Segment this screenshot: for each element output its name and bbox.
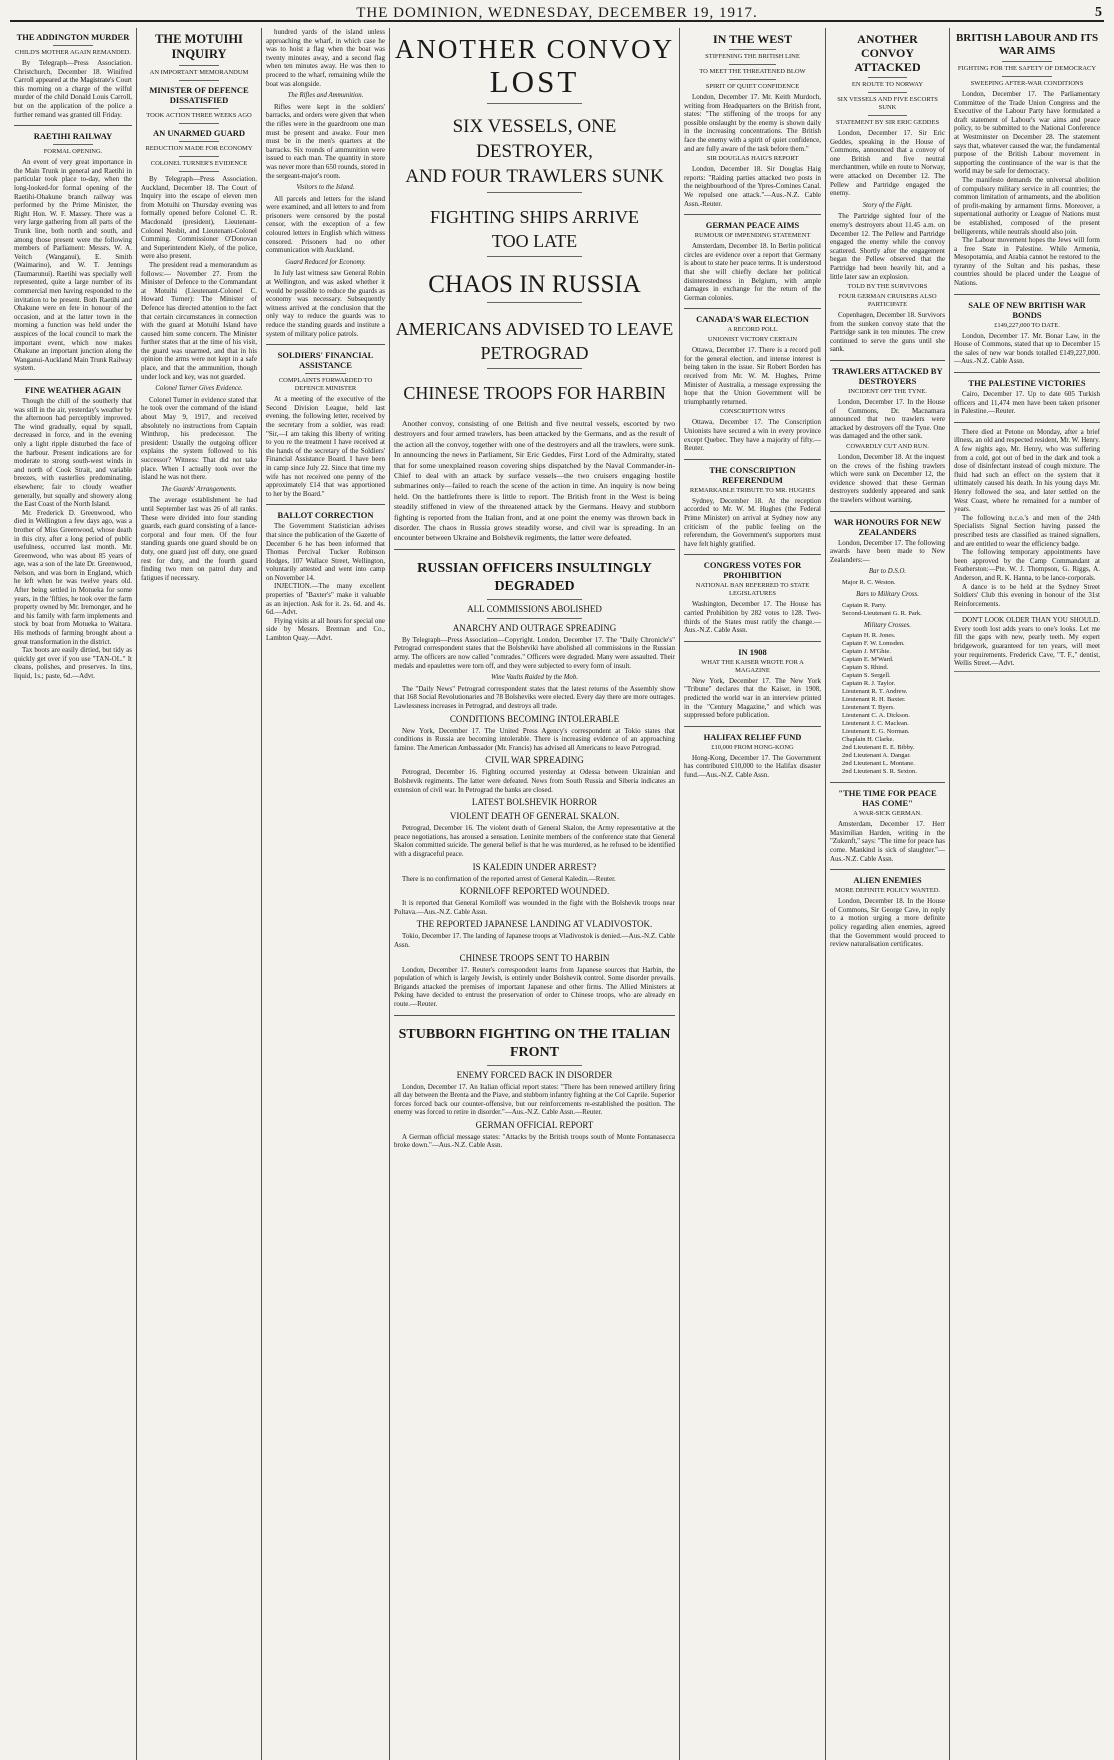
article-palestine [954, 378, 1100, 416]
lead-banner [394, 34, 675, 405]
honour-entry: Captain F. W. Lomsden. [842, 640, 905, 648]
subheadline: RUMOUR OF IMPENDING STATEMENT [694, 232, 811, 240]
article-text: In July last witness saw General Robin at Wellington, and was asked whether it would be possible to reduce the guards as economy was necessary. Subsequently witness arrived at the conclusion that the only way to reduce the guards was to reduce the standing guards and institute a system of military police patrols. [266, 269, 385, 338]
article-text: Tokio, December 17. The landing of Japanese troops at Vladivostok is denied.—Aus.-N.Z. Cable Assn. [394, 932, 675, 949]
article-text: By Telegraph—Press Association. Christchurch, December 18. Winifred Carroll appeared at the Magistrate's Court this morning on a charge of the wilful murder of the child Donald Louis Carroll, but on the application of the police a further remand was granted till Friday. [14, 59, 132, 119]
subheadline: STIFFENING THE BRITISH LINE [705, 53, 800, 60]
article-text: The "Daily News" Petrograd correspondent states that the latest returns of the Assembly show that 168 Social Revolutionaries and 78 Bolsheviks were elected. Every day there are more outrages. Lawlessness increases in Petrograd, and destroys all trade. [394, 684, 675, 711]
article-motuihi-continued [266, 28, 385, 338]
honour-entry: 2nd Lieutenant S. R. Sexton. [842, 768, 917, 776]
article-text: Hong-Kong, December 17. The Government has contributed £10,000 to the Halifax disaster fund.—Aus.-N.Z. Cable Assn. [684, 753, 821, 779]
column-6 [826, 28, 950, 1760]
subheadline: MORE DEFINITE POLICY WANTED. [834, 887, 941, 895]
article-text: New York, December 17. The United Press Agency's correspondent at Tokio states that conditions in Russia are becoming intolerable. There is increasing evidence of an approaching famine. The American Ambassador (Mr. Francis) has advised all Americans to leave Petrograd. [394, 726, 675, 752]
article-text: London, December 17. The Parliamentary Committee of the Trade Union Congress and the Executive of the Labour Party have formulated a draft statement of Labour's war aims and peace policy, to be submitted to the National Conference at Westminster on December 28. The statement says that, whatever caused the war, the fundamental purpose of the British Labour movement in supporting the continuance of the war is that the world may be safe for democracy. [954, 90, 1100, 176]
column-3 [262, 28, 390, 1760]
article-text: London, December 18. In the House of Commons, Sir George Cave, in reply to a motion urging a more definite policy regarding alien enemies, agreed that the Government would proceed to review naturalisation certificates. [830, 897, 945, 949]
subheadline: COLONEL TURNER'S EVIDENCE [150, 160, 248, 167]
headline: SOLDIERS' FINANCIAL ASSISTANCE [277, 350, 374, 371]
honour-entry: Lieutenant T. Byers. [842, 704, 895, 712]
article-text: Mr. Frederick D. Greenwood, who died in Wellington a few days ago, was a brother of Miss Greenwood, whose death in this city, after a long period of public usefulness, occurred last month. Mr. Greenwood, who was about 85 years of age, was a son of the late Dr. Greenwood, Nelson, and was born in England, which he left when he was twelve years old. After being settled in Motueka for some years, in the 'fifties, he took over the farm property owned by Mr. Iremonger, and he and his family with farm implements and stock by boat from Motueka to Waitara. His methods of farming brought about a great transformation in the district. [14, 508, 132, 646]
subheadline: LATEST BOLSHEVIK HORROR [471, 797, 598, 808]
subheadline: COMPLAINTS FORWARDED TO DEFENCE MINISTER [278, 377, 373, 393]
subheadline: TOLD BY THE SURVIVORS [847, 283, 928, 291]
article-text: An event of very great importance in the Main Trunk in general and Raetihi in particular took place to-day, when the long-looked-for formal opening of the Raetihi-Ohakune branch railway was performed by the Prime Minister, the Right Hon. W. F. Massey. There was a very large gathering from all parts of the Trunk line, both north and south, and among those present were the following members of Parliament: Messrs. W. A. Veitch (Wanganui), E. Smith (Waimarino), and W. T. Jennings (Taumarunui). Raetihi was specially well represented, quite a large number of its commercial men having responded to the invitation to be present. Both Raetihi and Ohakune were en fete in honour of the occasion, and at the latter town in the morning a function was held under the auspices of the local council to mark the important event, which now makes Ohakune an important junction along the Wanganui-Auckland Main Trunk Railway system. [14, 158, 132, 373]
article-canada-election [684, 314, 821, 453]
subheadline: COWARDLY CUT AND RUN. [846, 443, 929, 451]
local-news [954, 428, 1100, 672]
article-text: London, December 17. Sir Eric Geddes, speaking in the House of Commons, announced that a convoy of one British and five neutral merchantmen, while en route to Norway, were attacked on December 12. The Pellew and Partridge engaged the enemy. [830, 129, 945, 198]
honour-entry: 2nd Lieutenant E. E. Bibby. [842, 744, 915, 752]
subheadline: FIGHTING FOR THE SAFETY OF DEMOCRACY [957, 65, 1097, 72]
headline: ANOTHER CONVOY ATTACKED [854, 32, 921, 74]
article-text: hundred yards of the island unless approaching the wharf, in which case he was to hoist a flag when the boat was twenty minutes away, and a second flag when ten minutes away. He was then to proceed to the wharf, remaining while the boat was alongside. [266, 28, 385, 88]
subheadline: FOUR GERMAN CRUISERS ALSO PARTICIPATE [838, 293, 937, 309]
subheadline: REMARKABLE TRIBUTE TO MR. HUGHES [689, 486, 816, 494]
banner-deck: PETROGRAD [480, 343, 589, 363]
article-text: Sydney, December 18. At the reception accorded to Mr. W. M. Hughes (the Federal Prime Minister) on arrival at Sydney now any criticism of the public feeling on the referendum, the Government's supporters must have felt highly gratified. [684, 496, 821, 548]
article-text: At a meeting of the executive of the Second Division League, held last evening, the following letter, received by the secretary from a soldier, was read: "Sir,—I am taking this liberty of writing to you re the treatment I have received at the hands of the secretary of the Soldiers' Financial Assistance Board. I have been in camp since July 22. Since that time my wife has not received one penny of the approximately £14 that was apportioned to her by the Board." [266, 395, 385, 498]
section-subhead: Guard Reduced for Economy. [285, 258, 366, 266]
article-british-labour [954, 32, 1100, 288]
banner-deck: AMERICANS ADVISED TO LEAVE [395, 319, 674, 339]
article-text: The Partridge sighted four of the enemy's destroyers about 11.45 a.m. on December 12. The Pellew and Partridge engaged the enemy while the convoy scattered. Shortly after the engagement began the Pellew observed that the Partridge had been heavily hit, and a little later saw an explosion. [830, 212, 945, 281]
lead-summary: Another convoy, consisting of one British and five neutral vessels, escorted by two destroyers and four armed trawlers, has been attacked by the Germans, and as the result of the action all the convoy, together with one of the destroyers and all the trawlers, were sunk. In announcing the news in Parliament, Sir Eric Geddes, First Lord of the Admiralty, stated that for some unexplained reason covering ships dispatched by the Naval Commander-in-Chief to deal with an attack by surface vessels—the two cruisers engaging hostile submarines only—failed to reach the scene of the action in time. An inquiry is now being held. On the battlefronts there is little to report. The British front in the West is being steadily stiffened in view of the threatened attack by the Germans. Heavy and stubborn fighting is reported from the Italian front, and at one point the enemy was thrown back in disorder. The chaos in Russia grows steadily worse, and civil war is spreading. In an encounter between Ukraine and Bolshevik regiments, the latter were defeated. [394, 419, 675, 543]
subheadline: FORMAL OPENING. [43, 148, 103, 156]
article-addington-murder [14, 32, 132, 119]
subheadline: MINISTER OF DEFENCE DISSATISFIED [149, 85, 249, 105]
article-italian-front [394, 1026, 675, 1151]
subheadline: £10,000 FROM HONG-KONG [711, 743, 794, 751]
section-subhead: Bars to Military Cross. [856, 590, 919, 598]
column-1 [10, 28, 137, 1760]
article-text: Petrograd, December 16. The violent death of General Skalon, the Army representative at the peace negotiations, has aroused a sensation. Leninite members of the conference state that General Skalon committed suicide. The general belief is that he was murdered, as he refused to be identified with a disgraceful peace. [394, 824, 675, 858]
article-war-bonds [954, 300, 1100, 366]
subheadline: WHAT THE KAISER WROTE FOR A MAGAZINE [701, 658, 804, 674]
article-text: The following n.c.o.'s and men of the 24th Specialists Signal Section having passed the prescribed tests are classified as trained signallers, and are entitled to wear the efficiency badge. [954, 513, 1100, 548]
banner-deck: CHINESE TROOPS FOR HARBIN [403, 383, 666, 403]
article-war-honours [830, 517, 945, 777]
article-text: Amsterdam, December 18. In Berlin political circles are evidence over a report that Germany is about to state her peace terms. It is understood that she will chiefly declare her political disinterestedness in Belgium, with ample damages in exchange for the return of the German colonies. [684, 242, 821, 302]
article-text: By Telegraph—Press Association. Auckland, December 18. The Court of Inquiry into the escape of eleven men from Motuihi on Thursday evening was formally opened before Colonel C. R. Macdonald (president), Lieutenant-Colonel Nesbit, and Lieutenant-Colonel Cumming. Commissioner O'Donovan and Superintendent Kiely, of the police, were also present. [141, 175, 257, 261]
article-halifax-relief [684, 732, 821, 780]
article-text: Petrograd, December 16. Fighting occurred yesterday at Odessa between Ukrainian and Bolshevik regiments. The latter were defeated. News from South Russia and Siberia indicates an extension of civil war. In Petrograd the banks are closed. [394, 768, 675, 794]
headline: THE ADDINGTON MURDER [16, 32, 130, 42]
honour-entry: Lieutenant C. A. Dickson. [842, 712, 910, 720]
article-text: London, December 17. In the House of Commons, Dr. Macnamara announced that two trawlers were attacked by destroyers off the Tyne. One was damaged and the other sank. [830, 398, 945, 441]
headline: RUSSIAN OFFICERS INSULTINGLY DEGRADED [417, 560, 652, 594]
article-text: Ottawa, December 17. There is a record poll for the general election, and intense interest is being taken in the issue. Sir Robert Borden has received from Mr. W. M. Hughes, Prime Minister of Australia, a message expressing the hope that the Union Government will be triumphantly returned. [684, 346, 821, 406]
subheadline: AN UNARMED GUARD [152, 128, 246, 138]
headline: IN 1908 [738, 646, 767, 657]
column-7 [950, 28, 1104, 1760]
article-text: It is reported that General Korniloff was wounded in the fight with the Bolshevik troops near Poltava.—Aus.-N.Z. Cable Assn. [394, 899, 675, 916]
article-soldiers-financial [266, 350, 385, 498]
banner-deck: TOO LATE [491, 231, 578, 251]
headline: "THE TIME FOR PEACE HAS COME" [838, 788, 937, 809]
article-text: The average establishment he had until September last was 26 of all ranks. These were divided into four standing guards, each guard consisting of a lance-corporal and four men. Of the four standing guards one guard should be on duty, one guard just off duty, one guard rest for duty, and the fourth guard finding two men on patrol duty and fatigues if necessary. [141, 496, 257, 582]
article-text: London, December 17. The following awards have been made to New Zealanders:— [830, 538, 945, 564]
honour-entry: 2nd Lieutenant L. Montane. [842, 760, 915, 768]
article-text: A German official message states: "Attacks by the British troops south of Monte Fontanasecca broke down."—Aus.-N.Z. Cable Assn. [394, 1132, 675, 1150]
advertisement: INJECTION.—The many excellent properties of "Baxter's" make it valuable as an injection. Ask for it. 2s. 6d. and 4s. 6d.—Advt. [266, 582, 385, 617]
headline: STUBBORN FIGHTING ON THE ITALIAN FRONT [398, 1026, 671, 1060]
subheadline: ALL COMMISSIONS ABOLISHED [467, 603, 602, 614]
subheadline: THE REPORTED JAPANESE LANDING AT VLADIVOSTOK. [416, 919, 653, 930]
advertisement: Flying visits at all hours for special one side by Messrs. Brennan and Co., Lambton Quay.—Advt. [266, 616, 385, 643]
honour-entry: Captain S. Rhind. [842, 664, 889, 672]
honour-entry: Chaplain H. Clarke. [842, 736, 894, 744]
honour-entry: Captain J. M'Ghie. [842, 648, 891, 656]
subheadline: AN IMPORTANT MEMORANDUM [149, 69, 249, 76]
subheadline: SIX VESSELS AND FIVE ESCORTS SUNK [837, 96, 938, 111]
honour-entry: Lieutenant R. T. Andrew. [842, 688, 908, 696]
article-text: The president read a memorandum as follows:— November 27. From the Minister of Defence to the Commandant at Motuihi (Lieutenant-Colonel C. Howard Turner): The Minister of Defence has directed attention to the fact that certain circumstances in connection with the guard at Motuihi Island have caused him some concern. The Minister further states that at the time of his visit, the guard was unarmed, and that in his opinion the arms were not kept in a safe place, and that the ammunition, though under lock and key, was not guarded. [141, 260, 257, 381]
article-text: The manifesto demands the universal abolition of compulsory military service in all countries; the common limitation of armaments, and the abolition of profit-making by armament firms. Moreover, a supernational authority or League of Nations must be established, composed of the present belligerents, while neutrals should also join. [954, 175, 1100, 236]
article-text: The Labour movement hopes the Jews will form a free State in Palestine. While Armenia, Mesopotamia, and Arabia cannot be restored to the tyranny of the Sultan and his pashas, these countries should be placed under the League of Nations. [954, 236, 1100, 288]
section-subhead: The Rifles and Ammunition. [287, 92, 364, 100]
subheadline: IS KALEDIN UNDER ARREST? [472, 861, 597, 872]
headline: WAR HONOURS FOR NEW ZEALANDERS [833, 516, 942, 537]
section-subhead: Wine Vaults Raided by the Mob. [491, 674, 578, 682]
advertisement-text: DON'T LOOK OLDER THAN YOU SHOULD. Every tooth lost adds years to one's looks. Let me fill the gaps with new, pearly teeth. My expert bridgework, guaranteed for ten years, will meet your requirements. Frederick Cave, "T. F.," dentist, Wellis Street.—Advt. [954, 616, 1100, 668]
subheadline: EN ROUTE TO NORWAY [851, 81, 924, 88]
article-text: Ottawa, December 17. The Conscription Unionists have secured a win in every province except Quebec. They have a majority of fifty.—Reuter. [684, 418, 821, 453]
article-text: Rifles were kept in the soldiers' barracks, and orders were given that when the rifles were in the guardroom one man must be present and awake. Four men must be in the men's quarters at the barracks. Six rounds of ammunition were issued to each man. The quantity in store was never more than 650 rounds, stored in the sergeant-major's room. [266, 102, 385, 180]
subheadline: TOOK ACTION THREE WEEKS AGO [146, 112, 252, 119]
honour-entry: Lieutenant E. G. Norman. [842, 728, 910, 736]
subheadline: ANARCHY AND OUTRAGE SPREADING [452, 622, 617, 633]
article-text: London, December 17. An Italian official report states: "There has been renewed artillery firing all day between the Brenta and the Piave, and stubborn infantry fighting at the Col Caprile. Superior forces forced back our counter-offensive, but our reinforcements re-established the position. The enemy was forced to retire in disorder."—Aus.-N.Z. Cable Assn.—Reuter. [394, 1082, 675, 1117]
subheadline: A RECORD POLL [727, 326, 778, 334]
article-text: The following temporary appointments have been approved by the Camp Commandant at Featherston:—Pte. W. J. Thompson, G. Riggs, A. Anderson, and R. K. Hanna, to be lance-corporals. [954, 548, 1100, 582]
article-time-for-peace [830, 788, 945, 863]
banner-deck: CHAOS IN RUSSIA [428, 271, 641, 298]
article-text: A dance is to be held at the Sydney Street Soldiers' Club this evening in honour of the 31st Reinforcements. [954, 582, 1100, 608]
article-text: Though the chill of the southerly that was still in the air, yesterday's weather by the afternoon had perceptibly improved. The wind gradually, equal by squall, decreased in force, and in the evening only a light ripple disturbed the face of the harbour. Present indications are for moderate to strong south-west winds in and north of Cook Strait, and variable breezes, with easterlies predominating, elsewhere; fair to cloudy weather generally, but squally and showery along the East Coast of the North Island. [14, 397, 132, 509]
article-convoy-attacked [830, 32, 945, 354]
subheadline: SPIRIT OF QUIET CONFIDENCE [705, 83, 800, 90]
subheadline: SIR DOUGLAS HAIG'S REPORT [706, 155, 799, 163]
subheadline: A WAR-SICK GERMAN. [853, 810, 922, 818]
subheadline: CONDITIONS BECOMING INTOLERABLE [449, 713, 620, 724]
section-subhead: The Guards' Arrangements. [161, 485, 237, 493]
headline: THE PALESTINE VICTORIES [968, 378, 1086, 389]
subheadline: GERMAN OFFICIAL REPORT [475, 1119, 594, 1130]
page-number: 5 [1095, 5, 1102, 20]
section-subhead: Story of the Fight. [862, 201, 913, 209]
headline: THE CONSCRIPTION REFERENDUM [709, 464, 796, 485]
honour-entry: Second-Lieutenant G. R. Park. [842, 609, 922, 617]
headline: GERMAN PEACE AIMS [705, 220, 800, 231]
headline: BRITISH LABOUR AND ITS WAR AIMS [955, 32, 1099, 57]
headline: CONGRESS VOTES FOR PROHIBITION [703, 560, 802, 581]
headline: HALIFAX RELIEF FUND [703, 731, 802, 742]
headline: ALIEN ENEMIES [853, 875, 922, 886]
section-subhead: Colonel Turner Gives Evidence. [155, 385, 243, 393]
section-subhead: Bar to D.S.O. [868, 568, 907, 576]
subheadline: NATIONAL BAN REFERRED TO STATE LEGISLATURES [695, 582, 810, 598]
article-motuihi-inquiry [141, 32, 257, 582]
section-subhead: Visitors to the Island. [296, 184, 355, 192]
article-text: There died at Petone on Monday, after a brief illness, an old and respected resident, Mr. W. Henry. A few nights ago, Mr. Henry, who was suffering from a cold, got out of bed in the dark and took a dose of disinfectant instead of cough mixture. The fluid had such an effect on the system that it ultimately caused his death. In his young days Mr. Henry followed the sea, and later settled on the West Coast, where he remained for a number of years. [954, 427, 1100, 514]
article-text: Cairo, December 17. Up to date 605 Turkish officers and 11,474 men have been taken prisoner in Palestine.—Reuter. [954, 390, 1100, 416]
column-4-lead [390, 28, 680, 1760]
headline: THE MOTUIHI INQUIRY [155, 32, 243, 61]
honour-entry: Captain R. J. Taylor. [842, 680, 896, 688]
honour-entry: Captain S. Sergell. [842, 672, 891, 680]
article-ballot-correction [266, 510, 385, 642]
article-text: London, December 17. Mr. Bonar Law, in the House of Commons, stated that up to December 15 the sales of new war bonds totalled £149,227,000.—Aus.-N.Z. Cable Assn. [954, 331, 1100, 366]
article-german-peace-aims [684, 220, 821, 302]
masthead [10, 4, 1104, 22]
subheadline: ENEMY FORCED BACK IN DISORDER [456, 1069, 613, 1080]
honour-entry: Captain R. Party. [842, 601, 887, 609]
subheadline: KORNILOFF REPORTED WOUNDED. [459, 886, 610, 897]
article-trawlers-attacked [830, 366, 945, 505]
honour-entry: 2nd Lieutenant A. Dangar. [842, 752, 911, 760]
headline: TRAWLERS ATTACKED BY DESTROYERS [832, 366, 943, 387]
advertisement: Tax boots are easily dirtied, but tidy as quickly get over if you use "TAN-OL." It cleans, polishes, and preserves. In tins, liquid, 1s.; paste, 6d.—Advt. [14, 646, 132, 680]
honour-entry: Captain E. M'Ward. [842, 656, 894, 664]
banner-deck: FIGHTING SHIPS ARRIVE [429, 207, 640, 227]
article-text: The Government Statistician advises that since the publication of the Gazette of December 6 he has been informed that Thomas Percival Tucker Robinson Hodges, 107 Wallace Street, Wellington, voluntarily attested and went into camp on November 14. [266, 522, 385, 582]
banner-headline: LOST [489, 64, 580, 99]
section-subhead: Military Crosses. [864, 621, 911, 629]
headline: FINE WEATHER AGAIN [24, 385, 122, 395]
article-text: London, December 18. At the inquest on the crews of the fishing trawlers which were sunk on December 12, the evidence showed that these German destroyers suddenly appeared and sank the trawlers without warning. [830, 453, 945, 504]
article-text: Copenhagen, December 18. Survivors from the sunken convoy state that the Partridge sank in ten minutes. The crew continued to serve the guns until she sank. [830, 311, 945, 354]
banner-deck: SIX VESSELS, ONE DESTROYER, [452, 116, 617, 162]
article-alien-enemies [830, 875, 945, 949]
article-text: There is no confirmation of the reported arrest of General Kaledin.—Reuter. [402, 874, 616, 883]
banner-deck: AND FOUR TRAWLERS SUNK [405, 166, 664, 187]
subheadline: VIOLENT DEATH OF GENERAL SKALON. [449, 811, 620, 822]
article-text: All parcels and letters for the island were examined, and all letters to and from prisoners were censored by the postal censor, with the exception of a few coloured letters in English which witness censored. Prisoners had no other communication with Auckland. [266, 194, 385, 255]
article-in-the-west [684, 32, 821, 208]
article-text: Amsterdam, December 17. Herr Maximilian Harden, writing in the "Zukunft," says: "The time for peace has come. Mankind is sick of slaughter."—Aus.-N.Z. Cable Assn. [830, 820, 945, 863]
honour-entry: Captain H. R. Jones. [842, 632, 896, 640]
subheadline: UNIONIST VICTORY CERTAIN [707, 336, 798, 344]
headline: RAETIHI RAILWAY [33, 131, 113, 142]
article-russian-officers [394, 560, 675, 1009]
honours-list [830, 632, 945, 776]
headline: BALLOT CORRECTION [277, 510, 374, 521]
honour-entry: Lieutenant R. H. Baxter. [842, 696, 906, 704]
headline: IN THE WEST [713, 32, 792, 46]
subheadline: TO MEET THE THREATENED BLOW [699, 68, 806, 75]
advertisement [954, 612, 1100, 672]
column-5 [680, 28, 826, 1760]
article-kaiser-1908 [684, 647, 821, 720]
subheadline: CHILD'S MOTHER AGAIN REMANDED. [14, 49, 131, 56]
honour-entry: Lieutenant J. C. Maclean. [842, 720, 909, 728]
subheadline: REDUCTION MADE FOR ECONOMY [145, 145, 253, 152]
article-text: London, December 17. Mr. Keith Murdoch, writing from Headquarters on the British front, states: "The stiffening of the troops for any possible onslaught by the enemy is shown daily in the increasing concentrations. The British face the enemy with a spirit of quiet confidence, and are fully aware of the task before them." [684, 93, 821, 153]
subheadline: SWEEPING AFTER-WAR CONDITIONS [970, 80, 1084, 87]
subheadline: CHINESE TROOPS SENT TO HARBIN [459, 952, 610, 963]
article-text: Colonel Turner in evidence stated that he took over the command of the island about May 9, 1917, and received absolutely no instructions from Captain Winthrop, his predecessor. The president: Usually the outgoing officer explains the system followed to his successor? Witness: That did not take place. When I actually took over the island he was not there. [141, 395, 257, 482]
article-text: London, December 17. Reuter's correspondent learns from Japanese sources that Harbin, the population of which is largely Jewish, is entirely under Bolshevik control. Some disorder prevails. Brigands attacked the premises of important Japanese and other firms. The Allied Ministers at Peking have decided to entrust the preservation of order to Chinese troops, who are already en route.—Reuter. [394, 965, 675, 1008]
subheadline: CIVIL WAR SPREADING [485, 755, 584, 766]
article-prohibition [684, 560, 821, 634]
subheadline: CONSCRIPTION WINS [719, 408, 786, 416]
column-2 [137, 28, 262, 1760]
article-fine-weather [14, 385, 132, 681]
article-text: Washington, December 17. The House has carried Prohibition by 282 votes to 128. Two-thirds of the States must ratify the change.—Aus.-N.Z. Cable Assn. [684, 600, 821, 635]
honour-entry: Major R. C. Weston. [842, 578, 896, 586]
subheadline: INCIDENT OFF THE TYNE. [848, 388, 927, 396]
subheadline: £149,227,000 TO DATE. [994, 321, 1060, 329]
headline: CANADA'S WAR ELECTION [696, 314, 809, 325]
banner-headline: ANOTHER CONVOY [394, 34, 675, 64]
headline: SALE OF NEW BRITISH WAR BONDS [968, 299, 1086, 320]
article-text: By Telegraph—Press Association—Copyright. London, December 17. The "Daily Chronicle's" Petrograd correspondent states that the Bolsheviki have abolished all commissions in the Russian army. The officers are now called "comrades." Officers were degraded. Many were assaulted. Their medals and epaulettes were torn off, and they were subjected to every form of insult. [394, 635, 675, 670]
masthead-title: THE DOMINION, WEDNESDAY, DECEMBER 19, 1917. [356, 5, 758, 21]
article-text: London, December 18. Sir Douglas Haig reports: "Raiding parties attacked two posts in the neighbourhood of the Ypres-Comines Canal. We repulsed one attack."—Aus.-N.Z. Cable Assn.-Reuter. [684, 165, 821, 208]
article-text: New York, December 17. The New York "Tribune" declares that the Kaiser, in 1908, predicted the world war in an interview printed in the "Century Magazine," and which was suppressed before publication. [684, 676, 821, 720]
subheadline: STATEMENT BY SIR ERIC GEDDES [835, 119, 940, 126]
article-raetihi-railway [14, 131, 132, 373]
article-conscription-referendum [684, 465, 821, 549]
